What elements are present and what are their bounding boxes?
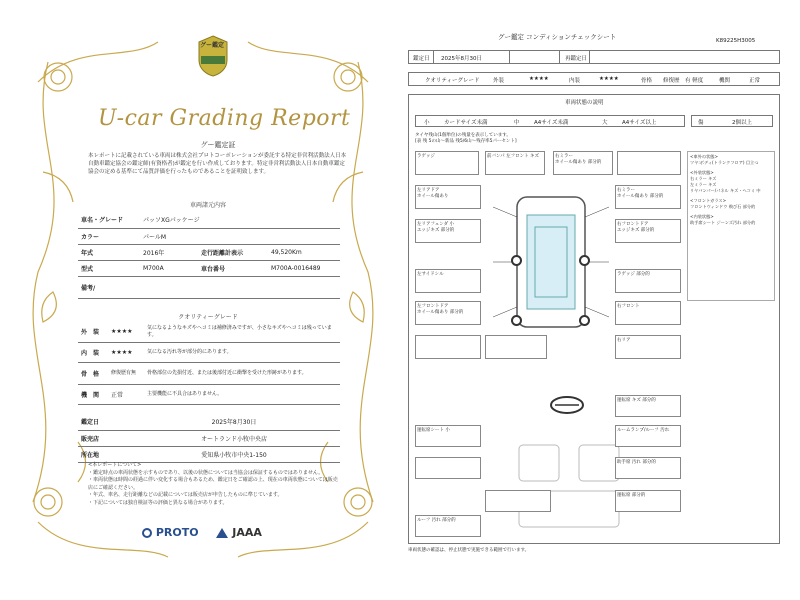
quality-section-heading: クオリティーグレード [178, 314, 238, 321]
note-line: リヤバンパー/パネル キズ・ヘコミ 中 [690, 188, 761, 193]
damage-box-right-5: 右フロント [615, 301, 681, 325]
table-row [78, 322, 340, 342]
jaaa-logo: JAAA [232, 526, 262, 539]
vehicle-section-heading: 車両諸元内容 [189, 202, 226, 209]
tire-note-2: [表 残 5の山〜新品 残5/6山〜残存率5パーセント] [415, 139, 517, 144]
notes-panel [687, 151, 775, 301]
table-row [78, 260, 340, 276]
quality-desc: 気になる汚れ等が部分的にあります。 [144, 342, 340, 362]
table-row [78, 244, 340, 260]
spec-value [140, 276, 340, 298]
repair-value: 有 軽度 [685, 78, 704, 84]
tire-rear-left-icon [511, 315, 522, 326]
sheet-footer-note: 車両状態の確認は、停止状態で実施できる範囲で行います。 [408, 548, 530, 553]
quality-grade: 修復歴有無 [108, 362, 144, 384]
frame-label: 骨格 [641, 78, 653, 84]
damage-box-right-1: 右ミラー ホイール傷あり 部分的 [553, 151, 613, 175]
interior-label: 内装 [569, 78, 581, 84]
goo-kantei-badge [193, 34, 233, 74]
interior-box-left-4: ルーフ 汚れ 部分的 [415, 515, 481, 537]
recheck-label: 再鑑定日 [565, 56, 588, 62]
table-row [78, 362, 340, 384]
report-notes [88, 462, 338, 507]
note-line: 助手席シート ジーンズ汚れ 部分的 [690, 220, 756, 225]
repair-label: 修復歴 [663, 78, 680, 84]
spec-label: 備考/ [78, 276, 140, 298]
spec-value: M700A [140, 260, 198, 276]
quality-desc: 主要機能に不具合はありません。 [144, 384, 340, 404]
table-row [78, 228, 340, 244]
grade-row [408, 72, 780, 86]
note-item: ・鑑定時点の車両状態を示すものであり、以後の状態については当協会は保証するものではありません。 [88, 469, 324, 476]
footer-value: 2025年8月30日 [128, 414, 340, 430]
quality-desc: 気になるようなキズやヘコミは補修済みですが、小さなキズやヘコミは残っています。 [144, 322, 340, 342]
date-value: 2025年8月30日 [441, 56, 482, 62]
quality-label: 骨 格 [78, 362, 108, 384]
jaaa-logo-icon [216, 528, 228, 538]
note-line: <外装状態> [690, 170, 714, 175]
note-item: ・年式、車名、走行距離などの記載については販売店が申告したものに準じています。 [88, 492, 283, 498]
footer-value: 愛知県小牧市中央1-150 [128, 446, 340, 462]
size-legend [415, 115, 685, 127]
spec-label: 型式 [78, 260, 140, 276]
sheet-title: グー鑑定 コンディションチェックシート [498, 33, 617, 41]
spec-label: カラー [78, 228, 140, 244]
footer-label: 所在地 [78, 446, 128, 462]
interior-grade: ★★★★ [599, 76, 619, 82]
table-row [78, 446, 340, 462]
interior-box-right-3: 助手席 汚れ 部分的 [615, 457, 681, 479]
tire-note: タイヤ残山(1個単位)の残量を表示しています。 [415, 133, 511, 138]
quality-grade: ★★★★ [108, 342, 144, 362]
spec-label: 車台番号 [198, 260, 268, 276]
report-intro: 本レポートに記載されている車両は株式会社プロトコーポレーションが委託する特定非営利活動法人日本自動車鑑定協会の鑑定師(有資格者)が鑑定を行い作成しております。特定非営利活動法人日本自動車鑑定協会の定める基準にて品質評価を行ったものであることを証明致します。 [88, 153, 347, 175]
damage-box-left-4: 左リアフェンダ 小 エッジキズ 部分的 [415, 219, 481, 243]
spec-value: 49,520Km [268, 244, 340, 260]
interior-box-right-2: ルームランプ/ルーフ 汚れ [615, 425, 681, 447]
legend-size: 中 [514, 120, 520, 126]
damage-box-left-1: ラゲッジ [415, 151, 479, 175]
spec-label: 年式 [78, 244, 140, 260]
interior-box-left-1: 運転席シート 小 [415, 425, 481, 447]
note-line: <車外の状態> [690, 154, 718, 159]
quality-grade-label: クオリティーグレード [425, 78, 480, 84]
note-line: 左ミラー キズ [690, 182, 717, 187]
tire-rear-right-icon [579, 315, 590, 326]
note-line: <内装状態> [690, 214, 714, 219]
spec-label: 走行距離計表示 [198, 244, 268, 260]
legend-desc: カードサイズ未満 [444, 120, 488, 126]
interior-seats-diagram [509, 435, 629, 535]
interior-box-right-4: 運転席 部分的 [615, 490, 681, 512]
note-line: フロントウィンドウ 飛び石 部分的 [690, 204, 756, 209]
engine-label: 機関 [719, 78, 731, 84]
table-row [78, 414, 340, 430]
note-line: 右ミラー キズ [690, 176, 717, 181]
note-item: ・車両状態は時間の経過に伴い変化する場合もあるため、鑑定日をご確認の上、現在の車両状態については販売店にご確認ください。 [88, 477, 338, 491]
glass-box [691, 115, 773, 127]
proto-logo: PROTO [155, 526, 199, 539]
spec-value: パッソXGパッケージ [140, 212, 340, 228]
steering-wheel-icon [549, 395, 585, 415]
tire-front-left-icon [511, 255, 522, 266]
note-line: ツヤ:ボディ(トランクフロア) 目立つ [690, 160, 759, 165]
engine-value: 正常 [749, 78, 761, 84]
interior-box-right-1: 運転席 キズ 部分的 [615, 395, 681, 417]
table-row [78, 342, 340, 362]
glass-label: 傷 [698, 120, 704, 126]
table-row [78, 212, 340, 228]
legend-size: 小 [424, 120, 430, 126]
sheet-code: K89225H3005 [716, 38, 756, 44]
footer-label: 鑑定日 [78, 414, 128, 430]
damage-box-right-2: 右ミラー ホイール傷あり 部分的 [615, 185, 681, 209]
damage-box-left-3: 左リアドア ホイール傷あり [415, 185, 481, 209]
note-item: ・下記については独自検証等の評価と異なる場合があります。 [88, 499, 228, 506]
glass-value: 2個以上 [732, 120, 752, 126]
spec-value: 2016年 [140, 244, 198, 260]
vehicle-spec-table [78, 212, 340, 299]
badge-text: グー鑑定 [200, 42, 225, 49]
footer-value: オートランド小牧中央店 [128, 430, 340, 446]
legend-desc: A4サイズ以上 [622, 120, 657, 126]
damage-box-left-8 [485, 335, 547, 359]
quality-desc: 骨格部位の先損付近、または後部付近に衝撃を受けた形跡があります。 [144, 362, 340, 384]
appraisal-footer-table [78, 414, 340, 463]
date-label: 鑑定日 [413, 56, 430, 62]
damage-box-left-2: 前バンパ 左フロント キズ [485, 151, 545, 175]
exterior-label: 外装 [493, 78, 505, 84]
interior-box-left-3 [485, 490, 551, 512]
state-section-heading: 車両状態の説明 [565, 100, 604, 106]
quality-grade: 正常 [108, 384, 144, 404]
damage-box-right-4: ラゲッジ 部分的 [615, 269, 681, 293]
legend-desc: A4サイズ未満 [534, 120, 569, 126]
tire-front-right-icon [579, 255, 590, 266]
quality-grade-table [78, 322, 340, 405]
notes-title: <本レポートについて> [88, 462, 142, 468]
legend-size: 大 [602, 120, 608, 126]
damage-box-right-6: 右リア [615, 335, 681, 359]
spec-value: M700A-0016489 [268, 260, 340, 276]
damage-box-left-5: 左サイドシル [415, 269, 481, 293]
proto-logo-icon [142, 528, 152, 538]
table-row [78, 384, 340, 404]
spec-label: 車名・グレード [78, 212, 140, 228]
spec-value: パールM [140, 228, 340, 244]
exterior-grade: ★★★★ [529, 76, 549, 82]
report-subtitle: グー鑑定証 [200, 141, 236, 149]
quality-label: 外 装 [78, 322, 108, 342]
grading-certificate [18, 22, 388, 562]
quality-label: 内 装 [78, 342, 108, 362]
report-title: U-car Grading Report [98, 106, 351, 131]
quality-grade: ★★★★ [108, 322, 144, 342]
condition-check-sheet [406, 32, 784, 557]
damage-box-left-6: 左フロントドア ホイール傷あり 部分的 [415, 301, 481, 325]
brand-logos [142, 526, 262, 539]
footer-label: 販売店 [78, 430, 128, 446]
table-row [78, 430, 340, 446]
interior-box-left-2 [415, 457, 481, 479]
note-line: <フロントガラス> [690, 198, 727, 203]
damage-box-right-7 [617, 151, 681, 175]
table-row [78, 276, 340, 298]
date-row [408, 50, 780, 64]
damage-box-right-3: 右フロントドア エッジキズ 部分的 [615, 219, 681, 243]
vehicle-state-panel [408, 94, 780, 544]
damage-box-left-7 [415, 335, 481, 359]
quality-label: 機 関 [78, 384, 108, 404]
